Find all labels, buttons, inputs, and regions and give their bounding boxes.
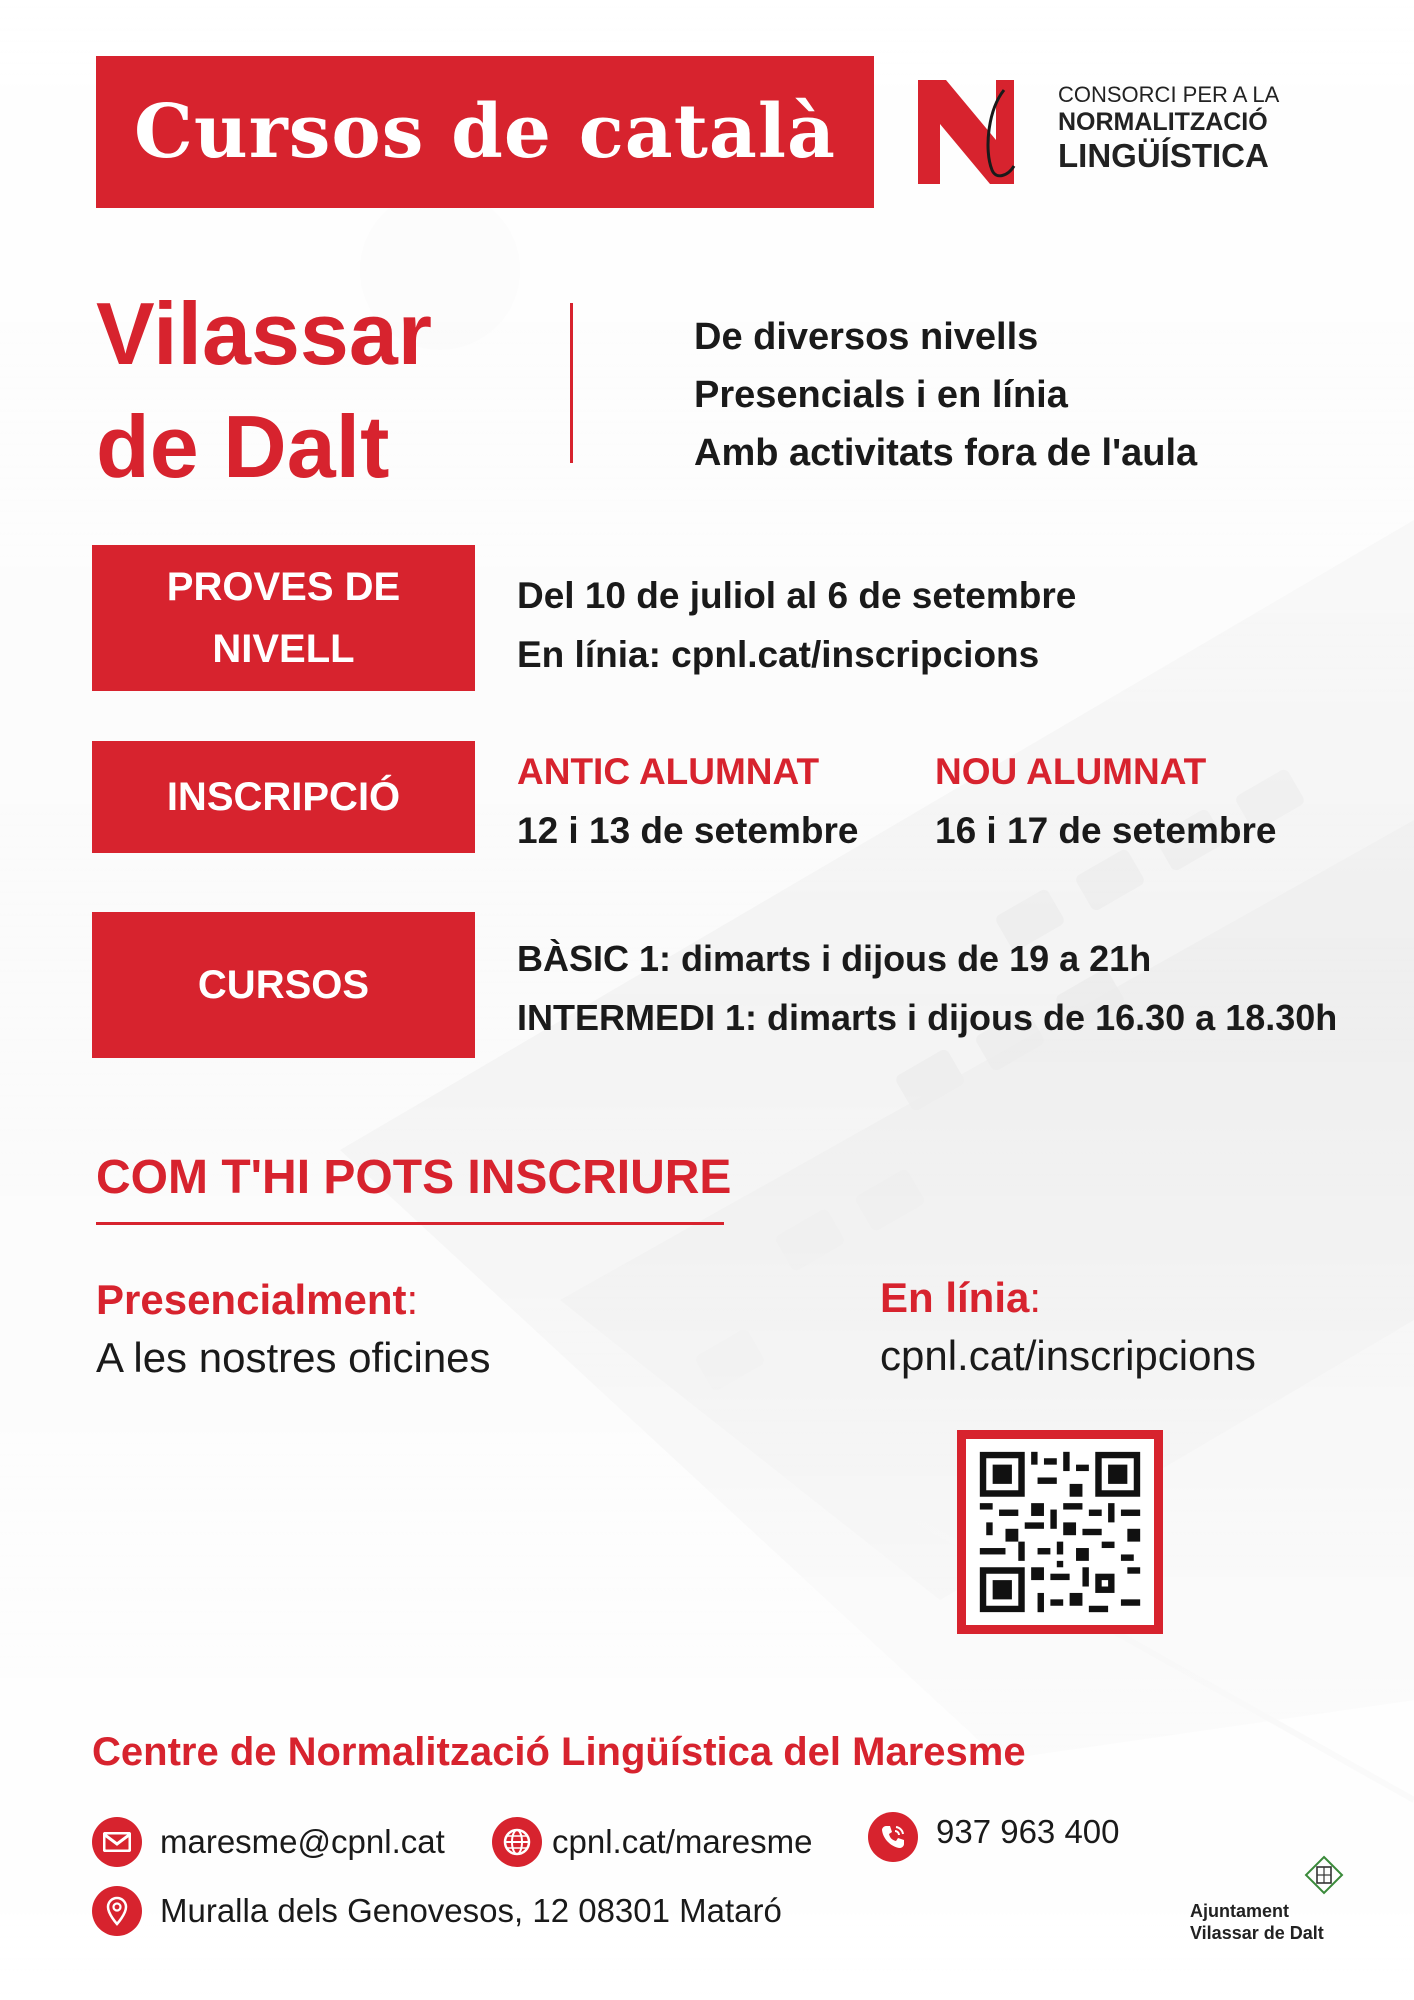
curs-basic: BÀSIC 1: dimarts i dijous de 19 a 21h <box>517 938 1152 979</box>
footer-title: Centre de Normalització Lingüística del Maresme <box>92 1730 1026 1774</box>
cursos-info <box>517 929 1337 1047</box>
cursos-label-box <box>92 912 475 1058</box>
how-to-register-title: COM T'HI POTS INSCRIURE <box>96 1151 732 1204</box>
nou-alumnat-title: NOU ALUMNAT <box>935 751 1207 792</box>
cursos-label: CURSOS <box>197 963 370 1007</box>
logo-line-2: NORMALITZACIÓ <box>1058 107 1268 136</box>
globe-icon <box>492 1817 542 1867</box>
divider-line <box>570 303 573 463</box>
nou-alumnat-dates: 16 i 17 de setembre <box>935 810 1277 851</box>
phone-text[interactable]: 937 963 400 <box>936 1813 1120 1850</box>
online-colon: : <box>1029 1274 1042 1321</box>
cpnl-logo-mark <box>918 80 1018 184</box>
city-name <box>96 278 432 503</box>
feature-item: Presencials i en línia <box>694 374 1068 416</box>
proves-label-line-1: PROVES DE <box>166 565 401 609</box>
envelope-icon <box>92 1817 142 1867</box>
proves-info <box>517 566 1076 684</box>
address-contact <box>92 1886 782 1936</box>
email-text[interactable]: maresme@cpnl.cat <box>160 1823 445 1860</box>
antic-alumnat-dates: 12 i 13 de setembre <box>517 810 859 851</box>
proves-label-box <box>92 545 475 691</box>
inscripcio-label-box <box>92 741 475 853</box>
ajuntament-shield-icon <box>1304 1855 1344 1901</box>
logo-line-3: LINGÜÍSTICA <box>1058 137 1269 175</box>
proves-label-line-2: NIVELL <box>212 627 355 671</box>
web-text[interactable]: cpnl.cat/maresme <box>552 1823 813 1860</box>
qr-code[interactable] <box>957 1430 1163 1634</box>
address-text: Muralla dels Genovesos, 12 08301 Mataró <box>160 1892 782 1929</box>
email-contact[interactable] <box>92 1817 445 1867</box>
logo-line-1: CONSORCI PER A LA <box>1058 82 1280 107</box>
city-line-1: Vilassar <box>96 284 433 383</box>
feature-item: Amb activitats fora de l'aula <box>694 432 1198 474</box>
map-pin-icon <box>92 1886 142 1936</box>
online-block <box>880 1274 1256 1380</box>
presencial-title: Presencialment <box>96 1276 407 1323</box>
antic-alumnat-block <box>517 742 858 860</box>
inscripcio-label: INSCRIPCIÓ <box>166 775 401 819</box>
ajuntament-logo-text <box>1190 1900 1324 1944</box>
section-underline <box>96 1222 724 1225</box>
page-title: Cursos de català <box>134 89 836 175</box>
ajuntament-line-2: Vilassar de Dalt <box>1190 1923 1324 1943</box>
proves-online: En línia: cpnl.cat/inscripcions <box>517 634 1040 675</box>
cpnl-logo-text <box>1058 82 1279 176</box>
proves-dates: Del 10 de juliol al 6 de setembre <box>517 575 1077 616</box>
presencial-block <box>96 1276 491 1382</box>
features-list <box>694 308 1197 482</box>
presencial-text: A les nostres oficines <box>96 1334 491 1381</box>
curs-intermedi: INTERMEDI 1: dimarts i dijous de 16.30 a 18.30h <box>517 997 1338 1038</box>
phone-icon <box>868 1812 918 1862</box>
nou-alumnat-block <box>935 742 1276 860</box>
online-title: En línia <box>880 1274 1030 1321</box>
web-contact[interactable] <box>492 1817 812 1867</box>
presencial-colon: : <box>406 1276 419 1323</box>
city-line-2: de Dalt <box>96 396 390 496</box>
title-banner <box>96 56 874 208</box>
online-url[interactable]: cpnl.cat/inscripcions <box>880 1332 1256 1379</box>
phone-contact[interactable] <box>868 1812 1120 1862</box>
ajuntament-line-1: Ajuntament <box>1190 1901 1289 1921</box>
feature-item: De diversos nivells <box>694 316 1039 358</box>
antic-alumnat-title: ANTIC ALUMNAT <box>517 751 820 792</box>
